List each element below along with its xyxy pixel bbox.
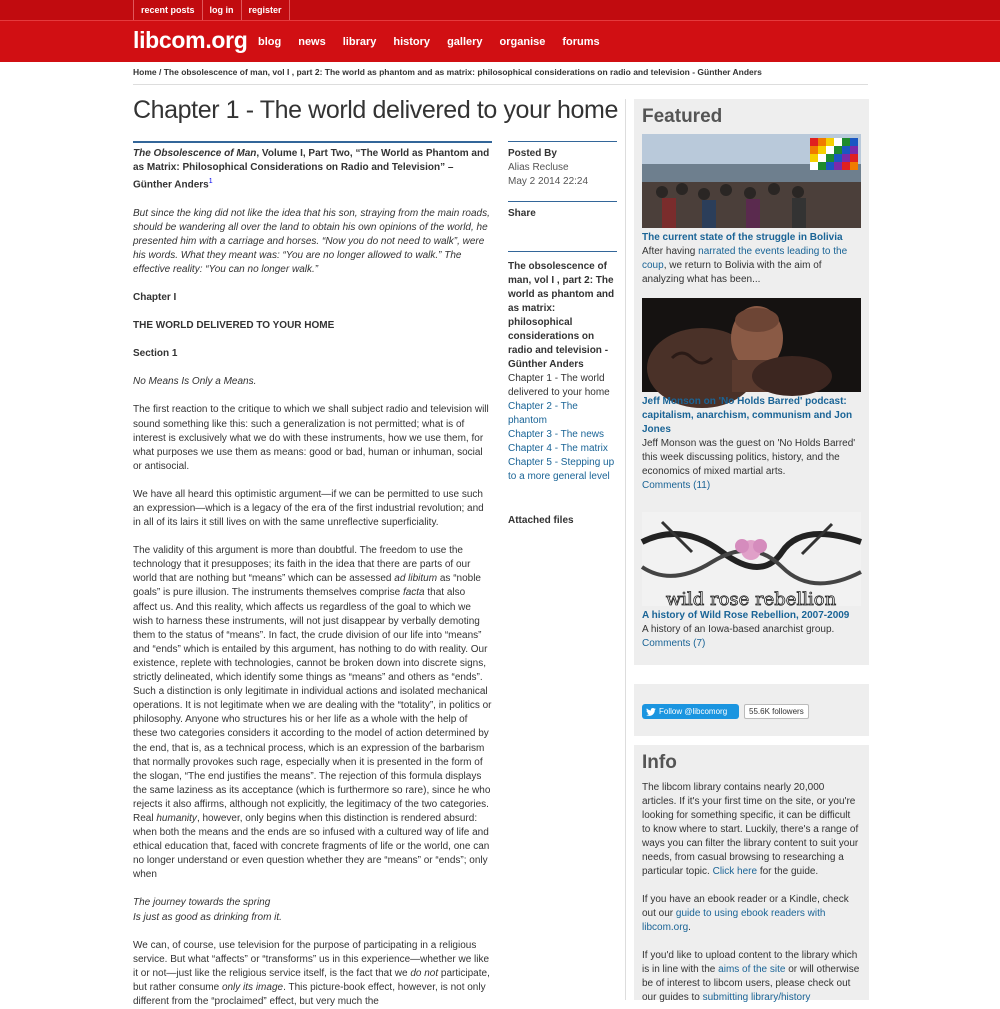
twitter-box <box>634 684 869 736</box>
login-link[interactable]: log in <box>202 0 241 20</box>
nav-library[interactable]: library <box>342 36 377 48</box>
article-intro <box>133 147 492 193</box>
featured-title-wild-rose[interactable]: A history of Wild Rose Rebellion, 2007-2009 <box>642 610 850 621</box>
nav-history[interactable]: history <box>393 36 431 48</box>
paragraph-4-text-b: participate, but rather consume <box>133 967 490 993</box>
site-logo[interactable]: libcom.org <box>133 27 248 53</box>
emphasis: only its image <box>221 981 284 993</box>
post-date: May 2 2014 22:24 <box>508 176 589 187</box>
paragraph-3-text-d: , however, only begins when this distinction is rendered absurd: when both the means and the ends are so infused with a cultured way of life and ethical education that, faced with concrete fragments of life or the world, one can no longer understand or even question whether they are “means” or “ends”; only when <box>133 812 490 881</box>
featured-desc-text: After having <box>642 246 699 257</box>
toc-item-chapter-4[interactable]: Chapter 4 - The matrix <box>508 443 608 454</box>
toc-item-current: Chapter 1 - The world delivered to your home <box>508 373 610 398</box>
monson-portrait-photo <box>642 298 861 392</box>
post-author: Alias Recluse <box>508 162 569 173</box>
emphasis: ad libitum <box>394 573 438 585</box>
twitter-follower-count: 55.6K followers <box>744 704 809 719</box>
section-label: Section 1 <box>133 348 178 360</box>
recent-posts-link[interactable]: recent posts <box>133 0 202 20</box>
twitter-bird-icon <box>646 708 656 716</box>
register-link[interactable]: register <box>241 0 290 20</box>
info-paragraph-1 <box>642 781 861 879</box>
attached-files-block <box>508 514 617 528</box>
featured-desc: Jeff Monson was the guest on 'No Holds Barred' this week discussing politics, history, and the economics of mixed martial arts. <box>642 438 856 477</box>
featured-desc-text: , we return to Bolivia with the aim of analyzing what has been... <box>642 260 822 285</box>
paragraph-3-text-a: The validity of this argument is more than doubtful. The freedom to use the technology that it presupposes; its faith in the idea that there are parts of our world that are nothing but “means” which can be assessed <box>133 545 471 585</box>
section-title: No Means Is Only a Means. <box>133 376 257 388</box>
wild-rose-rebellion-artwork <box>642 512 861 610</box>
guide-click-here-link[interactable]: Click here <box>712 866 758 877</box>
book-navigation <box>508 251 617 484</box>
post-meta <box>508 141 617 528</box>
top-utility-bar <box>0 0 1000 20</box>
paragraph-2: We have all heard this optimistic argument—if we can be permitted to use such an expression—which is a legacy of the era of the first industrial revolution; and in all of its lairs it still lives on with the same unreflective superficiality. <box>133 488 484 529</box>
intro-text: , Volume I, Part Two, “The World as Phantom and as Matrix: Philosophical Considerations on Radio and Television” – Günther Anders <box>133 148 490 191</box>
breadcrumb-home[interactable]: Home <box>133 67 157 77</box>
featured-title-monson[interactable]: Jeff Monson on 'No Holds Barred' podcast: capitalism, anarchism, communism and Jon Jones <box>642 396 853 435</box>
paragraph-3-text-c: that also affect us. And this reality, which affects us regardless of the goal to which we wish to harness these instruments, will not just disappear by verbally demoting them to the status of “means”. In fact, the crude division of our life into “means” and “ends” which is entailed by this argument, has nothing to do with reality. Our existence, replete with technologies, cannot be broken down into discrete signs, strictly delineated, which identify some things as “means” and others as “ends”. Such a distinction is only legitimate in individual actions and isolated mechanical operations. It is not legitimate when we are dealing with the “totality”, in politics or philosophy. Anyone who structures his or her life as a whole with the help of these two categories considers it according to the model of action determined by the end, that is, as a technical process, which is an expression of the barbarism that normally provokes such rage, especially when it is presented in the form of the slogan, “The end justifies the means”. The rejection of this formula displays the same laziness as its acceptance (which is furthermore so rare), since he who rejects it also affirms, although not explicitly, the legitimacy of the two categories. Real <box>133 587 492 824</box>
ebook-guide-link[interactable]: guide to using ebook readers with libcom.org <box>642 908 826 933</box>
paragraph-3-text-b: as “noble goals” is pure illusion. The instruments themselves comprise <box>133 573 481 599</box>
site-header <box>0 20 1000 62</box>
twitter-follow-button[interactable] <box>642 704 739 719</box>
chapter-title: THE WORLD DELIVERED TO YOUR HOME <box>133 320 335 332</box>
nav-blog[interactable]: blog <box>258 36 282 48</box>
featured-title-bolivia[interactable]: The current state of the struggle in Bolivia <box>642 232 843 243</box>
bolivia-protest-photo <box>642 134 861 228</box>
page-title: Chapter 1 - The world delivered to your home <box>133 96 618 124</box>
featured-desc <box>642 245 861 287</box>
twitter-follow-label: Follow @libcomorg <box>659 707 728 716</box>
verse-line-1: The journey towards the spring <box>133 897 271 909</box>
featured-image-bolivia[interactable] <box>642 134 861 228</box>
toc-item-chapter-2[interactable]: Chapter 2 - The phantom <box>508 401 578 426</box>
featured-desc: A history of an Iowa-based anarchist group. <box>642 624 835 635</box>
toc-item-chapter-3[interactable]: Chapter 3 - The news <box>508 429 604 440</box>
verse-line-2: Is just as good as drinking from it. <box>133 911 282 923</box>
share-label: Share <box>508 208 536 219</box>
info-text-span: The libcom library contains nearly 20,000 articles. If it's your first time on the site, or you're looking for something specific, it can be difficult to know where to start. Luckily, there's a range of ways you can filter the library content to suit your needs, from casual browsing to researching a particular topic. <box>642 782 859 877</box>
breadcrumb-parent[interactable]: The obsolescence of man, vol I , part 2: The world as phantom and as matrix: philosophical considerations on radio and television - Günther Anders <box>163 67 762 77</box>
info-heading: Info <box>642 752 677 773</box>
chapter-label: Chapter I <box>133 292 177 304</box>
comments-link[interactable]: Comments (7) <box>642 638 706 649</box>
featured-heading: Featured <box>642 106 723 127</box>
attached-files-label: Attached files <box>508 515 574 526</box>
featured-image-wild-rose[interactable] <box>642 512 861 610</box>
comments-link[interactable]: Comments (11) <box>642 480 711 491</box>
emphasis: do not <box>410 967 439 979</box>
paragraph-4-text-a: We can, of course, use television for the purpose of participating in a religious service. But what “affects” or “transforms” us in this experience—whether we like it or not—just like the religious service itself, is the fact that we <box>133 939 490 979</box>
main-nav <box>258 21 617 63</box>
epigraph: But since the king did not like the idea that his son, straying from the main roads, should be wandering all over the land to obtain his own opinions of the world, he presented him with a carriage and horses. “Now you do not need to walk”, were his words. What they meant was: “You are no longer allowed to walk.” The effective reality: “You can no longer walk.” <box>133 207 490 275</box>
paragraph-3 <box>133 544 492 882</box>
posted-by-block <box>508 141 617 201</box>
featured-image-monson[interactable] <box>642 298 861 392</box>
share-block <box>508 201 617 251</box>
toc-item-chapter-5[interactable]: Chapter 5 - Stepping up to a more general level <box>508 457 615 482</box>
info-paragraph-3 <box>642 949 861 1005</box>
verse <box>133 896 492 924</box>
nav-gallery[interactable]: gallery <box>447 36 483 48</box>
paragraph-4 <box>133 939 492 1009</box>
nav-organise[interactable]: organise <box>499 36 546 48</box>
narrated-events-link[interactable]: narrated the events leading to the coup <box>642 246 848 271</box>
paragraph-4-text-c: . This picture-book effect, however, is not only different from the “proclaimed” effect, but very much the <box>133 981 486 1008</box>
intro-book-title: The Obsolescence of Man <box>133 148 257 159</box>
sidebar <box>625 99 869 1003</box>
info-text-span: . <box>688 922 691 933</box>
site-aims-link[interactable]: aims of the site <box>718 964 786 975</box>
info-text-span: for the guide. <box>757 866 819 877</box>
info-text <box>642 781 861 1005</box>
book-title-link[interactable]: The obsolescence of man, vol I , part 2: The world as phantom and as matrix: philosophical considerations on radio and television - Günther Anders <box>508 261 615 370</box>
footnote-link[interactable]: 1 <box>208 178 213 186</box>
submission-guide-link[interactable]: submitting library/history <box>702 992 811 1003</box>
info-box <box>634 745 869 1003</box>
emphasis: humanity <box>156 812 197 824</box>
featured-item <box>642 134 861 287</box>
nav-news[interactable]: news <box>298 36 326 48</box>
info-paragraph-2 <box>642 893 861 935</box>
breadcrumb <box>133 67 868 85</box>
article-body <box>133 141 492 1008</box>
info-text-span: or will otherwise be of interest to libcom users, please check out our guides to <box>642 964 860 1003</box>
info-text-span: If you'd like to upload content to the library which is in line with the <box>642 950 858 975</box>
nav-forums[interactable]: forums <box>562 36 600 48</box>
user-menu <box>133 0 290 20</box>
emphasis: facta <box>402 587 425 599</box>
featured-item <box>642 512 861 651</box>
wild-rose-logo-text: wild rose rebellion <box>665 589 837 610</box>
featured-box <box>634 99 869 665</box>
featured-item <box>642 298 861 493</box>
paragraph-1: The first reaction to the critique to which we shall subject radio and television will sound something like this: such a generalization is not permitted; what is of interest is exclusively what we do with these instruments, how we use them, for what purposes we use them as means: good or bad, human or inhuman, social or antisocial. <box>133 404 489 472</box>
breadcrumb-separator: / <box>156 67 164 77</box>
info-text-span: If you have an ebook reader or a Kindle, check out our <box>642 894 849 919</box>
posted-by-label: Posted By <box>508 148 557 159</box>
